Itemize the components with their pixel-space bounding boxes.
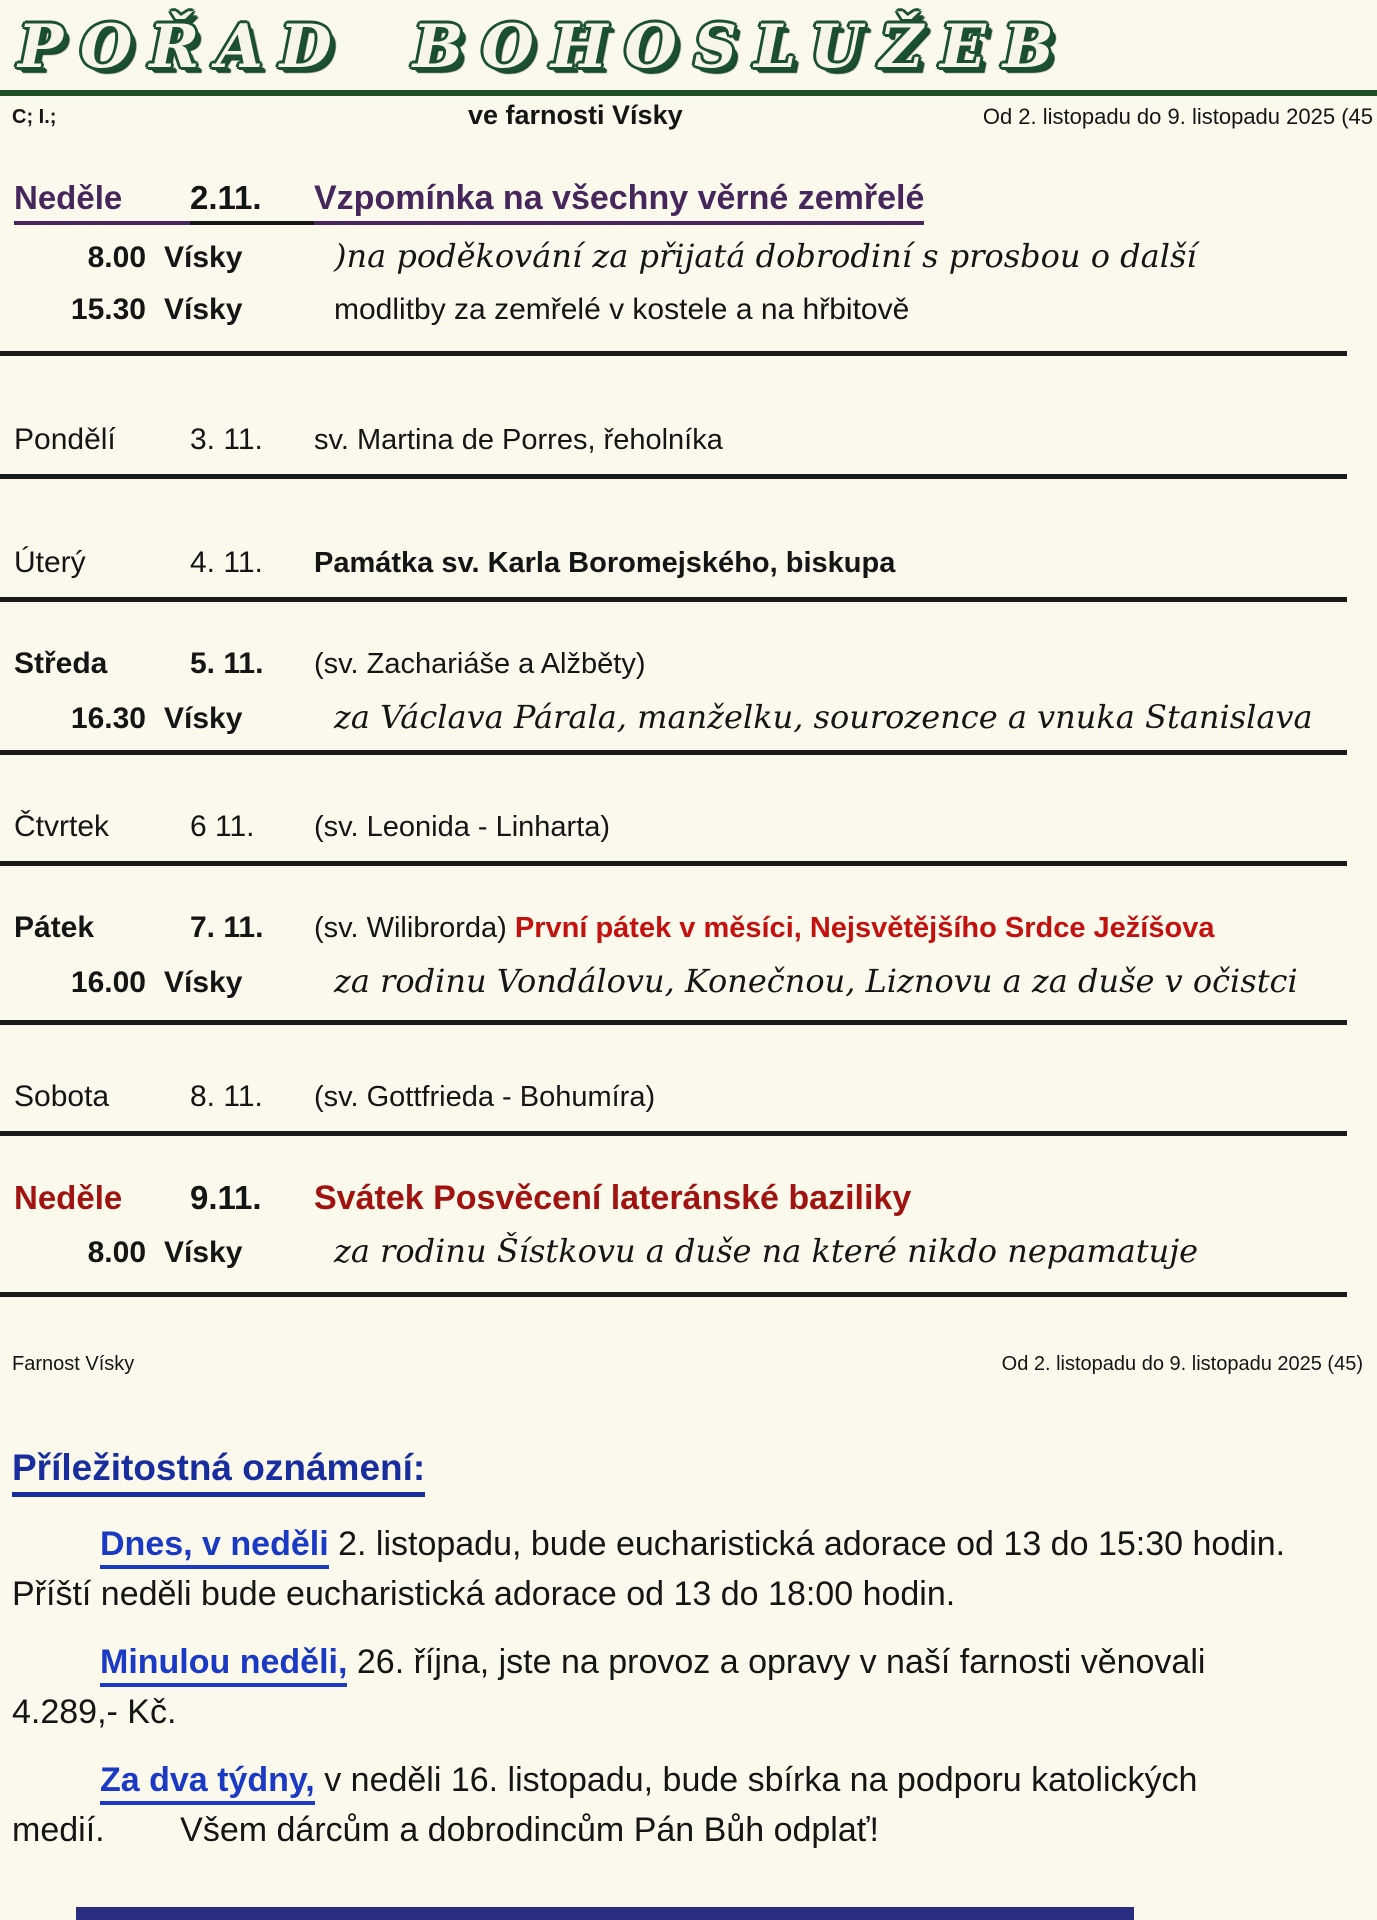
announcement-lead: Dnes, v neděli (100, 1525, 329, 1569)
footer-date-range: Od 2. listopadu do 9. listopadu 2025 (45) (1001, 1353, 1363, 1375)
announcement-lead: Minulou neděli, (100, 1643, 347, 1687)
day-name: Úterý (14, 546, 86, 579)
announcement-text: v neděli 16. listopadu, bude sbírka na podporu katolických medií. Všem dárcům a dobrodincům Pán Bůh odplať! (12, 1761, 1198, 1849)
day-title (314, 1176, 1347, 1220)
announcements-section (12, 1447, 1337, 1855)
header-code: C; I.; (12, 106, 57, 128)
footer-parish-name: Farnost Vísky (12, 1353, 135, 1375)
announcements-list (12, 1519, 1337, 1855)
announcements-heading: Příležitostná oznámení: (12, 1447, 425, 1497)
bottom-scan-artifact-bar (76, 1907, 1134, 1920)
mass-intention: )na poděkování za přijatá dobrodiní s prosbou o další (334, 237, 1197, 275)
day-row (0, 1176, 1347, 1220)
day-date: 7. 11. (190, 911, 264, 944)
day-title (314, 642, 1347, 686)
day-title-part: (sv. Zachariáše a Alžběty) (314, 648, 646, 680)
schedule-section (0, 1136, 1347, 1297)
announcement-paragraph (12, 1755, 1302, 1855)
schedule-table (0, 142, 1347, 1297)
mass-time: 16.00 (70, 966, 146, 999)
day-row (0, 541, 1347, 585)
day-date: 8. 11. (190, 1080, 263, 1113)
day-title (314, 541, 1347, 585)
mass-row (0, 289, 1347, 331)
header-parish: ve farnosti Vísky (468, 100, 683, 130)
day-date: 3. 11. (190, 423, 263, 456)
announcement-text: 26. října, jste na provoz a opravy v naší farnosti věnovali 4.289,- Kč. (12, 1643, 1206, 1731)
mass-time: 8.00 (87, 1236, 146, 1269)
mass-row (0, 1230, 1347, 1274)
announcement-paragraph (12, 1637, 1302, 1737)
day-title (314, 805, 1347, 849)
day-title-part: První pátek v měsíci, Nejsvětějšího Srdce Ježíšova (514, 912, 1215, 944)
day-title (314, 906, 1347, 950)
mass-row (0, 960, 1347, 1004)
day-name: Středa (14, 647, 108, 680)
schedule-section (0, 142, 1347, 356)
schedule-section (0, 1025, 1347, 1136)
day-title-part: (sv. Leonida - Linharta) (314, 811, 611, 843)
mass-place: Vísky (164, 241, 243, 274)
schedule-section (0, 866, 1347, 1025)
mass-place: Vísky (164, 702, 243, 735)
mass-intention: za rodinu Šístkovu a duše na které nikdo nepamatuje (334, 1232, 1199, 1270)
day-row (0, 418, 1347, 462)
schedule-section (0, 479, 1347, 602)
mass-row (0, 235, 1347, 279)
day-title-part: Vzpomínka na všechny věrné zemřelé (314, 176, 924, 225)
day-title-part: (sv. Wilibrorda) (314, 912, 515, 944)
day-name: Pondělí (14, 423, 116, 456)
mass-place: Vísky (164, 293, 243, 326)
day-date: 6 11. (190, 810, 255, 843)
day-row (0, 805, 1347, 849)
day-row (0, 1075, 1347, 1119)
day-date: 5. 11. (190, 647, 264, 680)
day-name: Čtvrtek (14, 810, 110, 843)
day-name: Sobota (14, 1080, 110, 1113)
mass-intention: modlitby za zemřelé v kostele a na hřbitově (334, 293, 910, 326)
mass-time: 15.30 (70, 293, 146, 326)
mass-intention: za Václava Párala, manželku, sourozence a vnuka Stanislava (334, 698, 1313, 736)
day-title-part: Svátek Posvěcení lateránské baziliky (314, 1179, 912, 1217)
day-date: 9.11. (190, 1179, 262, 1216)
schedule-section (0, 356, 1347, 479)
mass-time: 8.00 (87, 241, 146, 274)
mass-place: Vísky (164, 1236, 243, 1269)
schedule-section (0, 602, 1347, 755)
mass-time: 16.30 (70, 702, 146, 735)
schedule-section (0, 755, 1347, 866)
mass-place: Vísky (164, 966, 243, 999)
day-name: Pátek (14, 911, 95, 944)
day-title (314, 176, 1347, 225)
day-name: Neděle (14, 176, 190, 225)
announcement-text: 2. listopadu, bude eucharistická adorace od 13 do 15:30 hodin. Příští neděli bude eucharistická adorace od 13 do 18:00 hodin. (12, 1525, 1286, 1613)
day-title-part: Památka sv. Karla Boromejského, biskupa (314, 547, 896, 579)
day-title-part: sv. Martina de Porres, řeholníka (314, 424, 723, 456)
day-title (314, 418, 1347, 462)
mass-intention: za rodinu Vondálovu, Konečnou, Liznovu a za duše v očistci (334, 962, 1298, 1000)
mass-row (0, 696, 1347, 740)
day-title-part: (sv. Gottfrieda - Bohumíra) (314, 1081, 656, 1113)
day-row (0, 176, 1347, 225)
bulletin-masthead-title: POŘAD BOHOSLUŽEB (18, 12, 1071, 82)
announcement-lead: Za dva týdny, (100, 1761, 315, 1805)
day-title (314, 1075, 1347, 1119)
day-row (0, 642, 1347, 686)
header-date-range: Od 2. listopadu do 9. listopadu 2025 (45 (982, 104, 1373, 129)
day-date: 2.11. (190, 176, 314, 225)
footer-row (0, 1353, 1377, 1383)
day-name: Neděle (14, 1179, 123, 1216)
header-row (0, 96, 1377, 142)
announcement-paragraph (12, 1519, 1302, 1619)
day-row (0, 906, 1347, 950)
day-date: 4. 11. (190, 546, 263, 579)
